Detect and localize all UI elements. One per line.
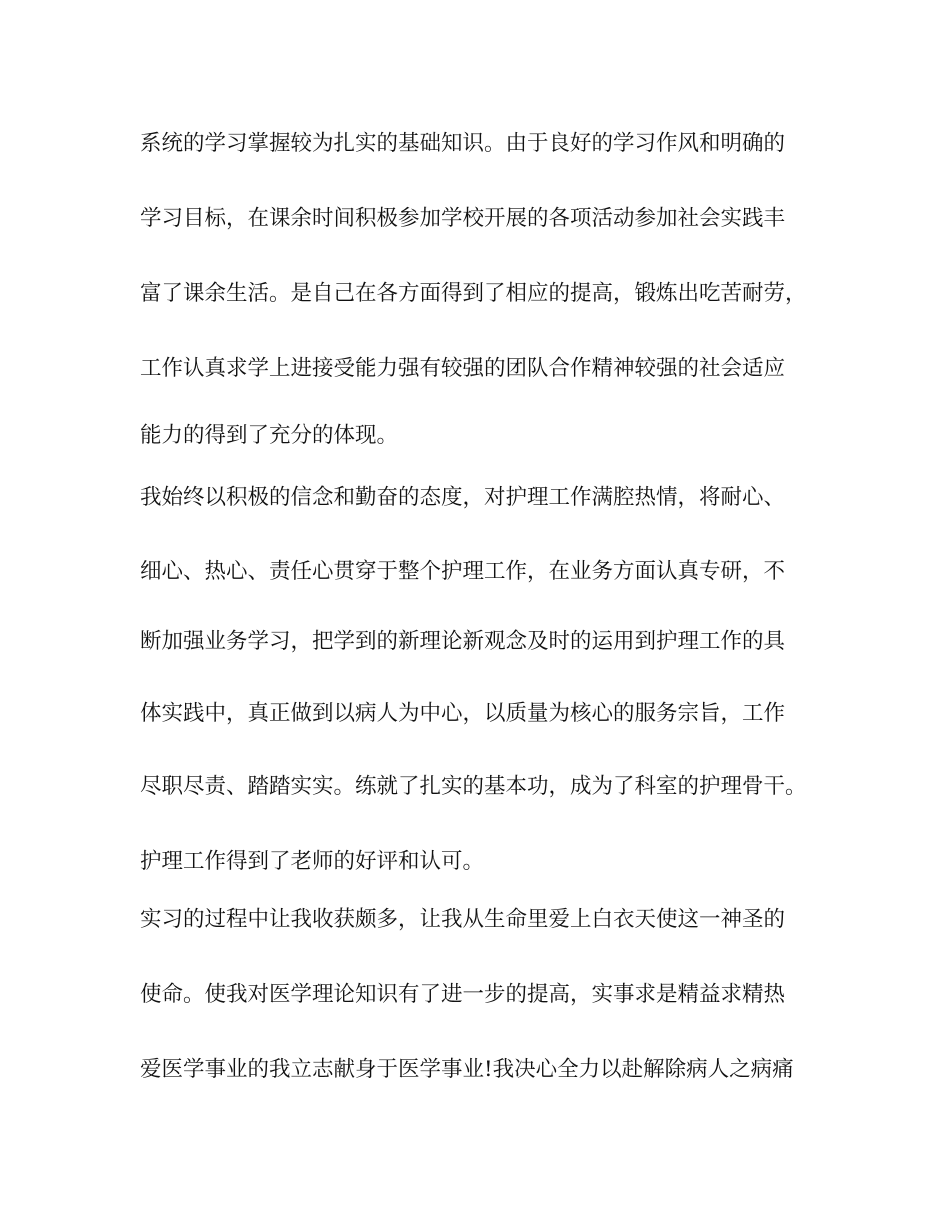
text-line: 断加强业务学习，把学到的新理论新观念及时的运用到护理工作的具 (140, 629, 786, 654)
text-line: 体实践中，真正做到以病人为中心，以质量为核心的服务宗旨，工作 (140, 701, 786, 726)
text-line: 能力的得到了充分的体现。 (140, 423, 399, 448)
text-line: 细心、热心、责任心贯穿于整个护理工作，在业务方面认真专研，不 (140, 559, 786, 584)
text-line: 工作认真求学上进接受能力强有较强的团队合作精神较强的社会适应 (140, 356, 786, 381)
text-line: 我始终以积极的信念和勤奋的态度，对护理工作满腔热情，将耐心、 (140, 485, 786, 510)
text-line: 学习目标，在课余时间积极参加学校开展的各项活动参加社会实践丰 (140, 206, 786, 231)
text-line: 实习的过程中让我收获颇多，让我从生命里爱上白衣天使这一神圣的 (140, 907, 786, 932)
text-line: 系统的学习掌握较为扎实的基础知识。由于良好的学习作风和明确的 (140, 131, 786, 156)
text-line: 使命。使我对医学理论知识有了进一步的提高，实事求是精益求精热 (140, 982, 786, 1007)
text-line: 护理工作得到了老师的好评和认可。 (140, 849, 485, 874)
text-line: 爱医学事业的我立志献身于医学事业!我决心全力以赴解除病人之病痛 (140, 1057, 794, 1082)
text-line: 富了课余生活。是自己在各方面得到了相应的提高，锻炼出吃苦耐劳， (140, 281, 807, 306)
text-line: 尽职尽责、踏踏实实。练就了扎实的基本功，成为了科室的护理骨干。 (140, 774, 807, 799)
